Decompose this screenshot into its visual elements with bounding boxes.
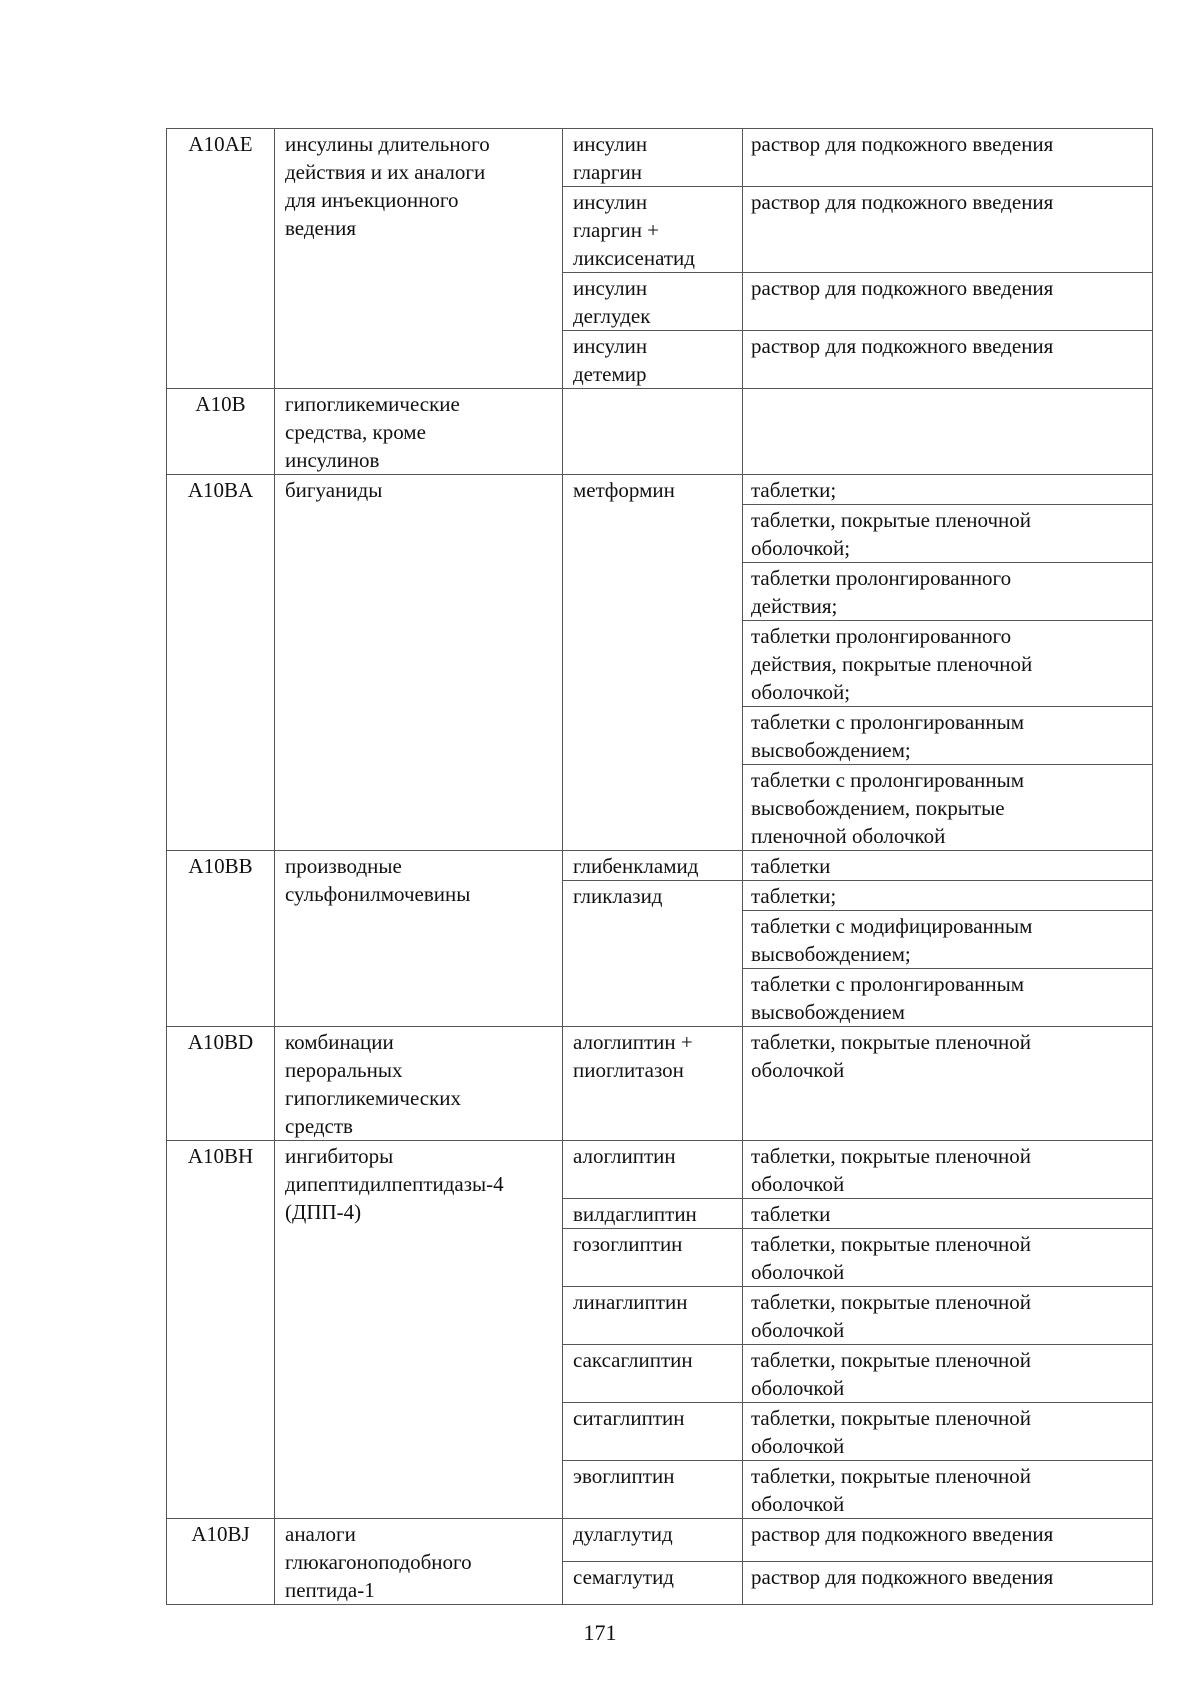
- drug-name-cell: инсулин детемир: [563, 331, 743, 389]
- table-row: [167, 389, 1153, 475]
- table-row: [167, 1519, 1153, 1562]
- dosage-form-cell: таблетки, покрытые пленочной оболочкой: [743, 1287, 1153, 1345]
- dosage-form-cell: таблетки, покрытые пленочной оболочкой;: [743, 505, 1153, 563]
- drug-name-cell: гликлазид: [563, 881, 743, 1027]
- atc-code-cell: A10BD: [167, 1027, 275, 1141]
- atc-code-cell: A10B: [167, 389, 275, 475]
- drug-name-cell: семаглутид: [563, 1562, 743, 1605]
- table-row: [167, 1027, 1153, 1141]
- drug-name-cell: вилдаглиптин: [563, 1199, 743, 1229]
- dosage-form-cell: раствор для подкожного введения: [743, 273, 1153, 331]
- dosage-form-cell: таблетки с модифицированным высвобождением;: [743, 911, 1153, 969]
- anatomical-group-cell: комбинации пероральных гипогликемических средств: [275, 1027, 563, 1141]
- dosage-form-cell: таблетки с пролонгированным высвобождением: [743, 969, 1153, 1027]
- drug-name-cell: алоглиптин: [563, 1141, 743, 1199]
- drug-name-cell: ситаглиптин: [563, 1403, 743, 1461]
- dosage-form-cell: таблетки: [743, 1199, 1153, 1229]
- dosage-form-cell: таблетки с пролонгированным высвобождением;: [743, 707, 1153, 765]
- atc-code-cell: A10BH: [167, 1141, 275, 1519]
- drug-name-cell: дулаглутид: [563, 1519, 743, 1562]
- dosage-form-cell: раствор для подкожного введения: [743, 129, 1153, 187]
- table-row: [167, 129, 1153, 187]
- dosage-form-cell: таблетки;: [743, 475, 1153, 505]
- drug-name-cell: линаглиптин: [563, 1287, 743, 1345]
- drug-name-cell: инсулин деглудек: [563, 273, 743, 331]
- drug-name-cell: [563, 389, 743, 475]
- dosage-form-cell: таблетки;: [743, 881, 1153, 911]
- dosage-form-cell: таблетки, покрытые пленочной оболочкой: [743, 1027, 1153, 1141]
- page-number: 171: [583, 1620, 617, 1645]
- anatomical-group-cell: бигуаниды: [275, 475, 563, 851]
- atc-code-cell: A10AE: [167, 129, 275, 389]
- anatomical-group-cell: гипогликемические средства, кроме инсулинов: [275, 389, 563, 475]
- dosage-form-cell: таблетки, покрытые пленочной оболочкой: [743, 1403, 1153, 1461]
- drug-list-table: [166, 128, 1153, 1605]
- dosage-form-cell: таблетки пролонгированного действия, покрытые пленочной оболочкой;: [743, 621, 1153, 707]
- drug-name-cell: инсулин гларгин + ликсисенатид: [563, 187, 743, 273]
- dosage-form-cell: таблетки с пролонгированным высвобождением, покрытые пленочной оболочкой: [743, 765, 1153, 851]
- dosage-form-cell: [743, 389, 1153, 475]
- table-row: [167, 475, 1153, 505]
- anatomical-group-cell: производные сульфонилмочевины: [275, 851, 563, 1027]
- dosage-form-cell: таблетки пролонгированного действия;: [743, 563, 1153, 621]
- atc-code-cell: A10BJ: [167, 1519, 275, 1605]
- anatomical-group-cell: инсулины длительного действия и их аналоги для инъекционного ведения: [275, 129, 563, 389]
- drug-name-cell: саксаглиптин: [563, 1345, 743, 1403]
- drug-name-cell: алоглиптин + пиоглитазон: [563, 1027, 743, 1141]
- anatomical-group-cell: ингибиторы дипептидилпептидазы-4 (ДПП-4): [275, 1141, 563, 1519]
- dosage-form-cell: таблетки, покрытые пленочной оболочкой: [743, 1141, 1153, 1199]
- atc-code-cell: A10BB: [167, 851, 275, 1027]
- dosage-form-cell: таблетки, покрытые пленочной оболочкой: [743, 1229, 1153, 1287]
- dosage-form-cell: раствор для подкожного введения: [743, 1562, 1153, 1605]
- atc-code-cell: A10BA: [167, 475, 275, 851]
- drug-name-cell: глибенкламид: [563, 851, 743, 881]
- table-row: [167, 1141, 1153, 1199]
- anatomical-group-cell: аналоги глюкагоноподобного пептида-1: [275, 1519, 563, 1605]
- drug-name-cell: гозоглиптин: [563, 1229, 743, 1287]
- dosage-form-cell: раствор для подкожного введения: [743, 331, 1153, 389]
- dosage-form-cell: таблетки: [743, 851, 1153, 881]
- drug-name-cell: метформин: [563, 475, 743, 851]
- drug-name-cell: эвоглиптин: [563, 1461, 743, 1519]
- dosage-form-cell: таблетки, покрытые пленочной оболочкой: [743, 1345, 1153, 1403]
- dosage-form-cell: раствор для подкожного введения: [743, 187, 1153, 273]
- drug-name-cell: инсулин гларгин: [563, 129, 743, 187]
- dosage-form-cell: раствор для подкожного введения: [743, 1519, 1153, 1562]
- dosage-form-cell: таблетки, покрытые пленочной оболочкой: [743, 1461, 1153, 1519]
- table-body: [167, 129, 1153, 1605]
- table-row: [167, 851, 1153, 881]
